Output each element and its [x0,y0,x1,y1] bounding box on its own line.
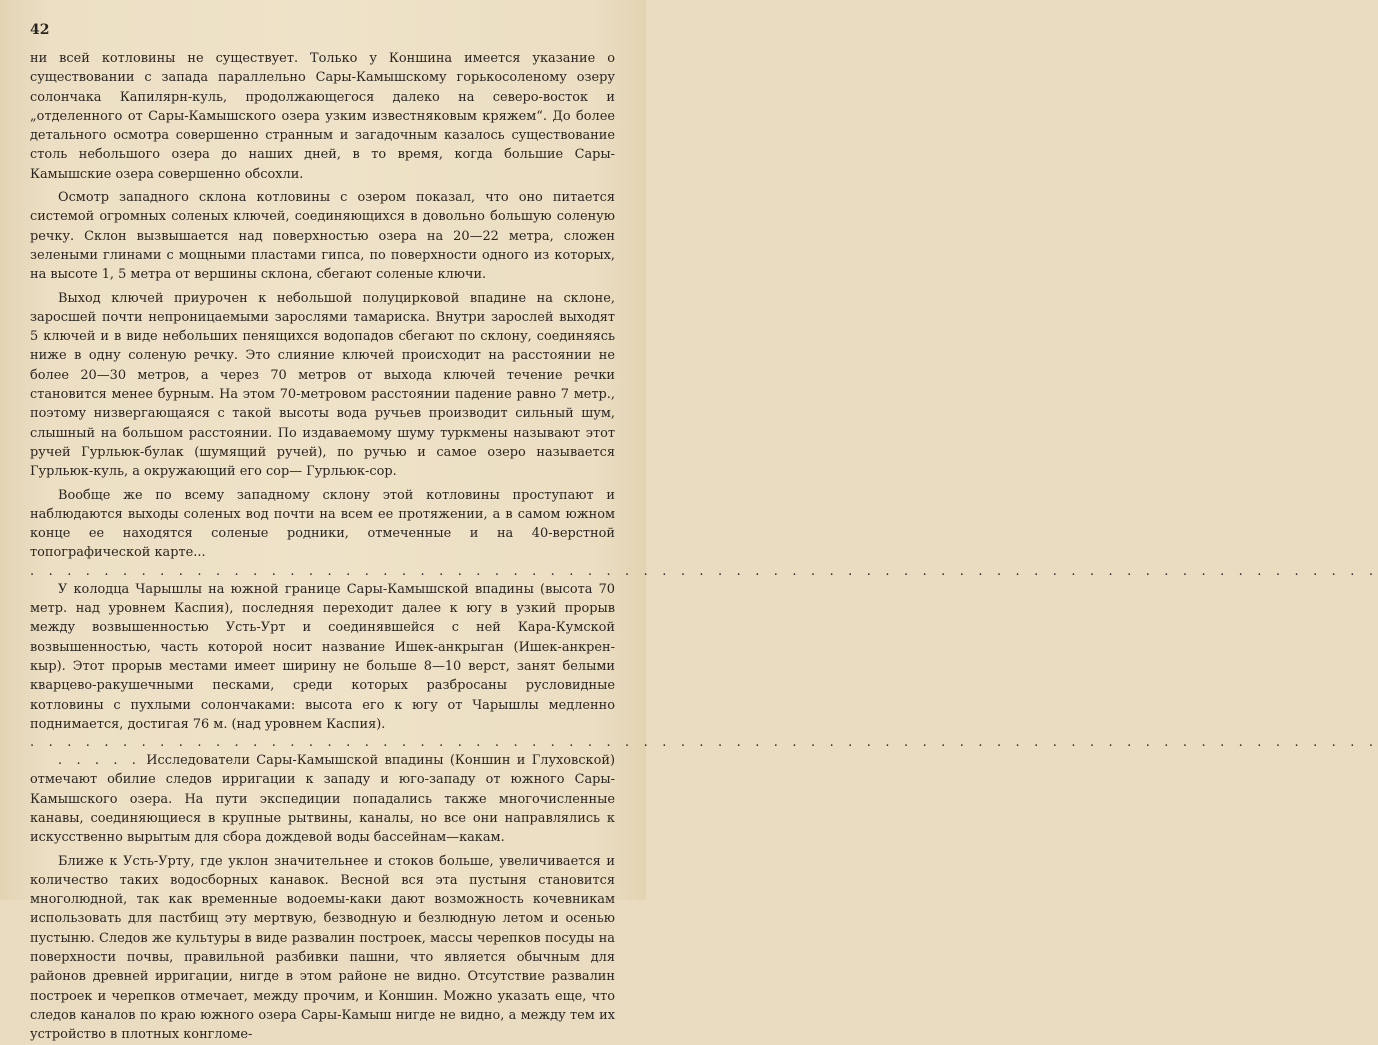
paragraph-7: Ближе к Усть-Урту, где уклон значительнее и стоков больше, увеличивается и количество таких водосборных канавок. Весной вся эта пустыня становится многолюдной, так как временные водоемы-каки дают возможность кочевникам использовать для пастбищ эту мертвую, безводную и безлюдную летом и осенью пустыню. Следов же культуры в виде развалин построек, массы черепков посуды на поверхности почвы, правильной разбивки пашни, что является обычным для районов древней ирригации, нигде в этом районе не видно. Отсутствие развалин построек и черепков отмечает, между прочим, и Коншин. Можно указать еще, что следов каналов по краю южного озера Сары-Камыш нигде не видно, а между тем их устройство в плотных конгломе- [30,853,615,1043]
ellipsis-separator: . . . . . . . . . . . . . . . . . . . . . . . . . . . . . . . . . . . . . . . . . . . . . . . . . . . . . . . . . . . . . . . . . . . . . . . . . [30,563,1378,579]
paragraph-3: Выход ключей приурочен к небольшой полуцирковой впадине на склоне, заросшей почти непроницаемыми зарослями тамариска. Внутри зарослей выходят 5 ключей и в виде небольших пенящихся водопадов сбегают по склону, соединяясь ниже в одну соленую речку. Это слияние ключей происходит на расстоянии не более 20—30 метров, а через 70 метров от выхода ключей течение речки становится менее бурным. На этом 70-метровом расстоянии падение равно 7 метр., поэтому низвергающаяся с такой высоты вода ручьев производит сильный шум, слышный на большом расстоянии. По издаваемому шуму туркмены называют этот ручей Гурльюк-булак (шумящий ручей), по ручью и самое озеро называется Гурльюк-куль, а окружающий его сор— Гурльюк-сор. [30,290,615,480]
page-number: 42 [30,22,50,38]
paragraph-1: ни всей котловины не существует. Только у Коншина имеется указание о существовании с запада параллельно Сары-Камышскому горькосоленому озеру солончака Капилярн-куль, продолжающегося далеко на северо-восток и „отделенного от Сары-Камышского озера узким известняковым кряжем“. До более детального осмотра совершенно странным и загадочным казалось существование столь небольшого озера до наших дней, в то время, когда большие Сары-Камышские озера совершенно обсохли. [30,51,615,182]
paragraph-2: Осмотр западного склона котловины с озером показал, что оно питается системой огромных соленых ключей, соединяющихся в довольно большую соленую речку. Склон вызвышается над поверхностью озера на 20—22 метра, сложен зелеными глинами с мощными пластами гипса, по поверхности одного из которых, на высоте 1, 5 метра от вершины склона, сбегают соленые ключи. [30,190,615,283]
page-body [30,49,1378,1045]
ellipsis-lead: . . . . . [58,753,140,769]
paragraph-5: У колодца Чарышлы на южной границе Сары-Камышской впадины (высота 70 метр. над уровнем Каспия), последняя переходит далее к югу в узкий прорыв между возвышенностью Усть-Урт и соединявшейся с ней Кара-Кумской возвышенностью, часть которой носит название Ишек-анкрыган (Ишек-анкрен-кыр). Этот прорыв местами имеет ширину не больше 8—10 верст, занят белыми кварцево-ракушечными песками, среди которых разбросаны русловидные котловины с пухлыми солончаками: высота его к югу от Чарышлы медленно поднимается, достигая 76 м. (над уровнем Каспия). [30,581,615,732]
ellipsis-separator-2: . . . . . . . . . . . . . . . . . . . . . . . . . . . . . . . . . . . . . . . . . . . . . . . . . . . . . . . . . . . . . . . . . . . . . . . . . [30,735,1378,751]
paragraph-6 [30,751,615,847]
paragraph-6-text: Исследователи Сары-Камышской впадины (Коншин и Глуховской) отмечают обилие следов ирригации к западу и юго-западу от южного Сары-Камышского озера. На пути экспедиции попадались также многочисленные канавы, соединяющиеся в крупные рытвины, каналы, но все они направлялись к искусственно вырытым для сбора дождевой воды бассейнам—какам. [30,753,615,846]
paragraph-4: Вообще же по всему западному склону этой котловины проступают и наблюдаются выходы соленых вод почти на всем ее протяжении, а в самом южном конце ее находятся соленые родники, отмеченные и на 40-верстной топографической карте... [30,487,615,561]
